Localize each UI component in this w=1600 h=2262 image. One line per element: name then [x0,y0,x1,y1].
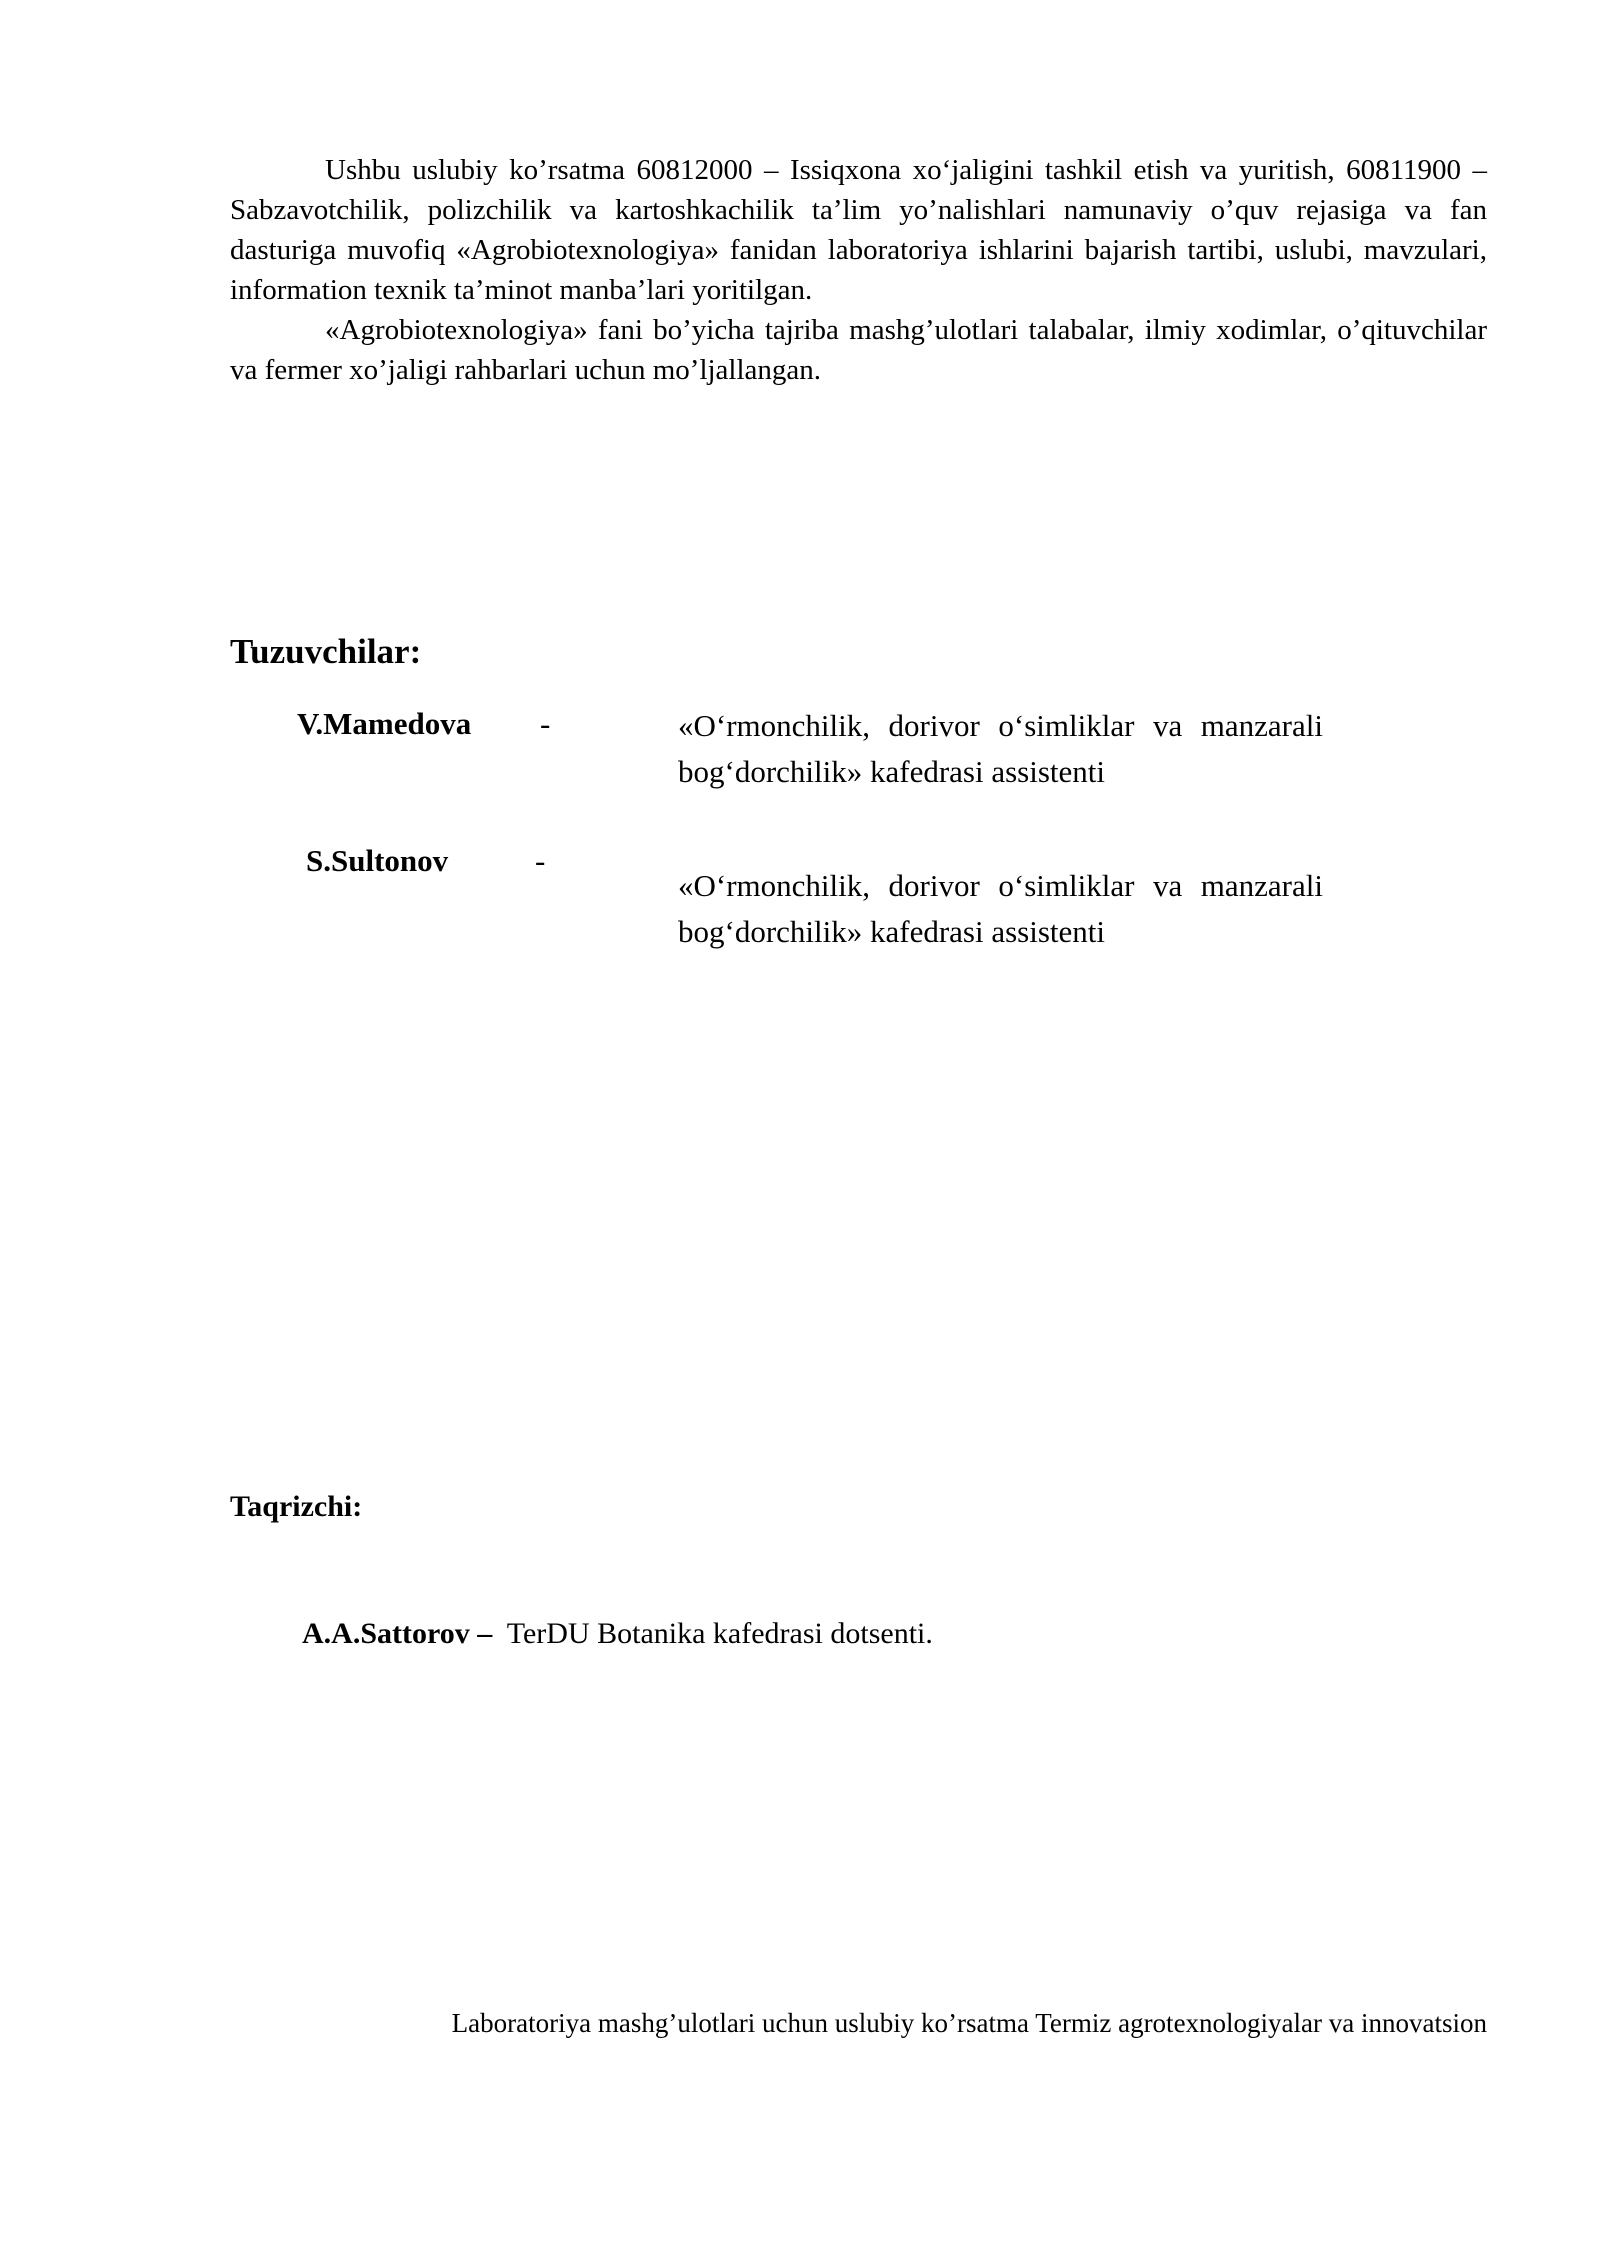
reviewer-title: Taqrizchi: [230,1490,363,1523]
compiler-name-2: S.Sultonov [306,843,449,878]
compiler-name-1: V.Mamedova [297,706,472,741]
reviewer-position: TerDU Botanika kafedrasi dotsenti. [506,1617,933,1650]
intro-paragraph-1: Ushbu uslubiy ko’rsatma 60812000 – Issiqxona xo‘jaligini tashkil etish va yuritish, 60811900 – Sabzavotchilik, polizchilik va kartoshkachilik ta’lim yo’nalishlari namunaviy o’quv rejasiga va fan dasturiga muvofiq «Agrobiotexnologiya» fanidan laboratoriya ishlarini bajarish tartibi, uslubi, mavzulari, information texnik ta’minot manba’lari yoritilgan. [230,154,1487,306]
reviewer-line [302,1617,933,1651]
intro-text [230,150,1487,390]
compilers-title: Tuzuvchilar: [230,632,422,671]
intro-paragraph-2: «Agrobiotexnologiya» fani bo’yicha tajriba mashg’ulotlari talabalar, ilmiy xodimlar, o’qituvchilar va fermer xo’jaligi rahbarlari uchun mo’ljallangan. [230,314,1487,386]
compiler-dash-1: - [540,706,551,741]
compiler-dash-2: - [535,843,546,878]
compiler-role-1: «O‘rmonchilik, dorivor o‘simliklar va manzarali bog‘dorchilik» kafedrasi assistenti [678,708,1323,789]
compiler-role-2: «O‘rmonchilik, dorivor o‘simliklar va manzarali bog‘dorchilik» kafedrasi assistenti [678,868,1323,949]
reviewer-name: A.A.Sattorov – [302,1617,493,1650]
footer-text: Laboratoriya mashg’ulotlari uchun uslubiy ko’rsatma Termiz agrotexnologiyalar va innovatsion [451,2008,1487,2038]
